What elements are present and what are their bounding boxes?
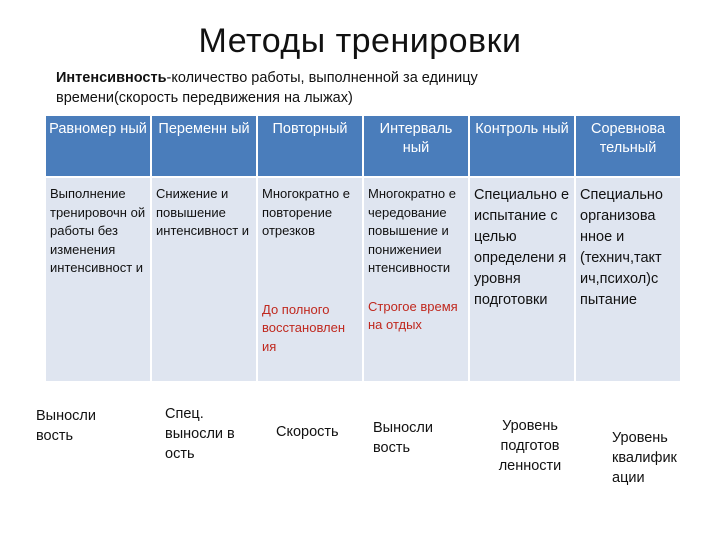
body-uniform-text: Выполнение тренировочн ой работы без изменения интенсивност и bbox=[50, 186, 146, 275]
intro-text bbox=[56, 68, 576, 108]
body-repeated-text: Многократно е повторение отрезков bbox=[262, 186, 350, 238]
body-interval-text: Многократно е чередование повышение и понижениеи нтенсивности bbox=[368, 186, 456, 275]
body-interval bbox=[364, 176, 468, 381]
note-interval: Строгое время на отдых bbox=[368, 298, 458, 332]
footer-competitive: Уровень квалифик ации bbox=[612, 430, 677, 486]
body-variable-text: Снижение и повышение интенсивност и bbox=[156, 186, 250, 238]
footer-interval: Выносли вость bbox=[373, 420, 433, 456]
intro-definition: -количество работы, выполненной за единицу bbox=[166, 70, 478, 86]
footer-uniform: Выносли вость bbox=[36, 408, 96, 444]
body-competitive-text: Специально организова нное и (технич,такт ич,психол)с пытание bbox=[580, 187, 663, 308]
note-repeated: До полного восстановлен ия bbox=[262, 301, 346, 354]
body-control bbox=[470, 176, 574, 381]
body-control-text: Специально е испытание с целью определени я уровня подготовки bbox=[474, 187, 570, 308]
body-variable bbox=[152, 176, 256, 381]
header-uniform: Равномер ный bbox=[46, 116, 150, 176]
description-row bbox=[46, 176, 680, 381]
body-uniform bbox=[46, 176, 150, 381]
header-row bbox=[46, 116, 680, 176]
page-title: Методы тренировки bbox=[198, 22, 522, 60]
footer-control: Уровень подготов ленности bbox=[498, 418, 562, 474]
footer-variable: Спец. выносли в ость bbox=[165, 406, 235, 462]
header-repeated: Повторный bbox=[258, 116, 362, 176]
intro-term: Интенсивность bbox=[56, 70, 167, 86]
methods-table bbox=[44, 116, 682, 381]
body-competitive bbox=[576, 176, 680, 381]
header-variable: Переменн ый bbox=[152, 116, 256, 176]
header-interval: Интерваль ный bbox=[364, 116, 468, 176]
header-competitive: Соревнова тельный bbox=[576, 116, 680, 176]
intro-definition-line2: времени(скорость передвижения на лыжах) bbox=[56, 90, 353, 106]
footer-repeated: Скорость bbox=[276, 424, 339, 440]
body-repeated bbox=[258, 176, 362, 381]
header-control: Контроль ный bbox=[470, 116, 574, 176]
